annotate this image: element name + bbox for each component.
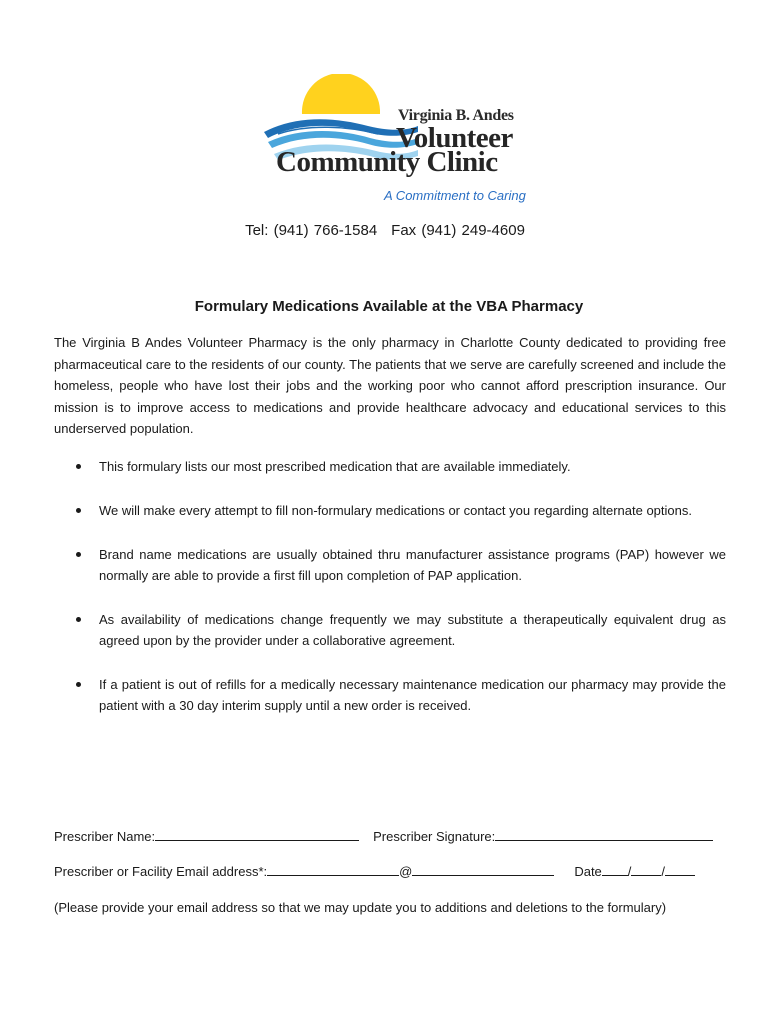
- bullet-text: As availability of medications change frequently we may substitute a therapeutically equivalent drug as agreed upon by the provider under a collaborative agreement.: [99, 612, 726, 648]
- email-domain-field[interactable]: [412, 863, 554, 876]
- logo-name-line2: Volunteer: [396, 122, 513, 154]
- prescriber-signature-label: Prescriber Signature:: [373, 829, 496, 844]
- bullet-dot-icon: [76, 682, 81, 687]
- bullet-item: [54, 544, 726, 586]
- date-separator: /: [627, 864, 632, 879]
- prescriber-name-label: Prescriber Name:: [54, 829, 156, 844]
- logo-name-line3: Community Clinic: [276, 146, 498, 178]
- date-separator: /: [661, 864, 666, 879]
- bullet-item: [54, 609, 726, 651]
- bullet-text: If a patient is out of refills for a medically necessary maintenance medication our pharmacy may provide the patient with a 30 day interim supply until a new order is received.: [99, 677, 726, 713]
- phone-number: Tel: (941) 766-1584: [245, 222, 378, 239]
- email-date-row: [54, 863, 695, 879]
- email-at-sign: @: [399, 864, 413, 879]
- bullet-text: This formulary lists our most prescribed medication that are available immediately.: [99, 459, 571, 474]
- logo-tagline: A Commitment to Caring: [384, 188, 526, 203]
- prescriber-row: [54, 828, 713, 844]
- email-user-field[interactable]: [267, 863, 399, 876]
- bullet-text: We will make every attempt to fill non-formulary medications or contact you regarding alternate options.: [99, 503, 692, 518]
- bullet-dot-icon: [76, 464, 81, 469]
- bullet-item: [54, 500, 726, 521]
- email-note: (Please provide your email address so that we may update you to additions and deletions to the formulary): [54, 900, 667, 915]
- prescriber-signature-field[interactable]: [495, 828, 713, 841]
- date-day-field[interactable]: [631, 863, 661, 876]
- bullet-dot-icon: [76, 508, 81, 513]
- intro-paragraph: The Virginia B Andes Volunteer Pharmacy is the only pharmacy in Charlotte County dedicated to providing free pharmaceutical care to the residents of our county. The patients that we serve are carefully screened and include the homeless, people who have lost their jobs and the working poor who cannot afford prescription insurance. Our mission is to improve access to medications and provide healthcare advocacy and educational services to this underserved population.: [54, 335, 726, 436]
- fax-number: Fax (941) 249-4609: [391, 222, 525, 239]
- bullet-item: [54, 674, 726, 716]
- bullet-dot-icon: [76, 552, 81, 557]
- contact-line: [0, 222, 770, 239]
- clinic-logo: [258, 74, 526, 208]
- email-label: Prescriber or Facility Email address*:: [54, 864, 268, 879]
- prescriber-name-field[interactable]: [155, 828, 359, 841]
- date-year-field[interactable]: [665, 863, 695, 876]
- bullet-text: Brand name medications are usually obtained thru manufacturer assistance programs (PAP) however we normally are able to provide a first fill upon completion of PAP application.: [99, 547, 726, 583]
- logo-name-line1: Virginia B. Andes: [398, 107, 514, 124]
- bullet-item: [54, 456, 726, 477]
- policy-bullet-list: [54, 456, 726, 739]
- date-label: Date: [574, 864, 602, 879]
- page-title: Formulary Medications Available at the VBA Pharmacy: [194, 298, 584, 315]
- bullet-dot-icon: [76, 617, 81, 622]
- date-month-field[interactable]: [602, 863, 628, 876]
